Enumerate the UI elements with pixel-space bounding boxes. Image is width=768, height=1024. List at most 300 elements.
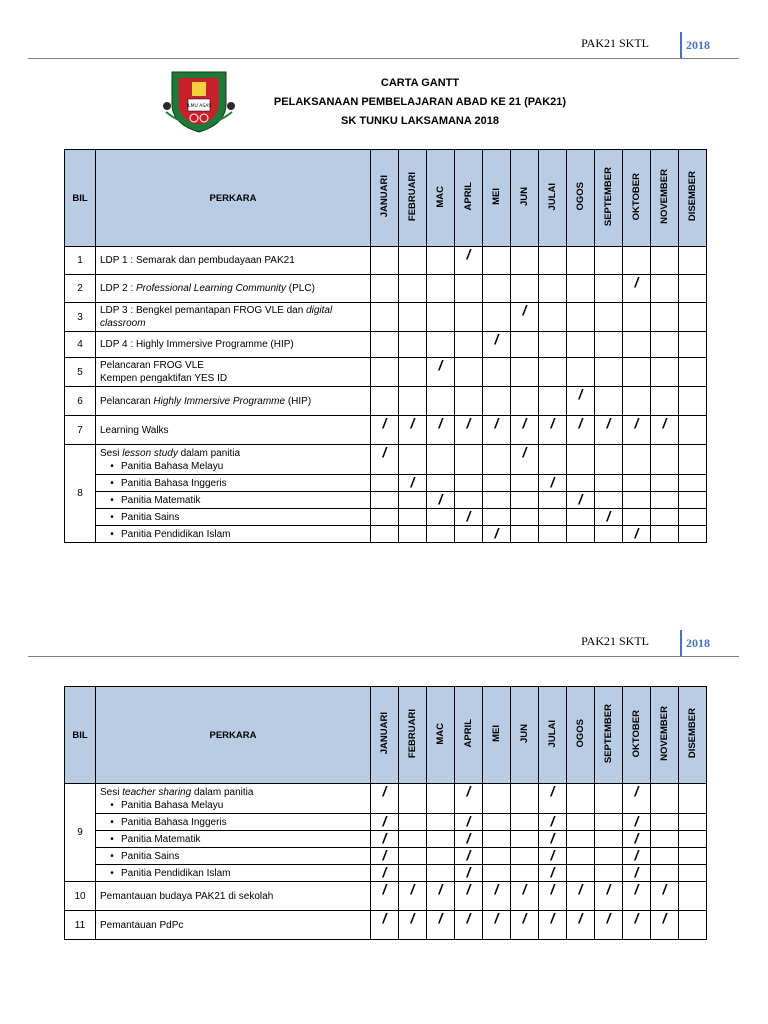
perkara-text: LDP 3 : Bengkel pemantapan FROG VLE dan (100, 305, 307, 316)
month-label: DISEMBER (687, 708, 698, 759)
sub-item: • Panitia Matematik (100, 833, 366, 846)
perkara-text: (HIP) (285, 395, 312, 407)
month-cell-februari (399, 911, 427, 940)
month-label: SEPTEMBER (603, 703, 614, 764)
month-label: OKTOBER (631, 709, 642, 758)
month-cell-september (595, 445, 623, 475)
month-cell-mei (483, 416, 511, 445)
month-cell-disember (679, 475, 707, 492)
month-label: MEI (491, 188, 502, 205)
table-row (65, 911, 707, 940)
schedule-mark: / (466, 813, 471, 829)
schedule-mark: / (382, 444, 387, 460)
row-bil: 9 (65, 784, 96, 882)
row-bil: 4 (65, 332, 96, 358)
month-label: JULAI (547, 182, 558, 211)
header-rule (28, 656, 739, 657)
month-cell-mac (427, 882, 455, 911)
col-header-ogos (567, 687, 595, 784)
month-cell-november (651, 784, 679, 814)
month-cell-april (455, 275, 483, 303)
month-cell-disember (679, 445, 707, 475)
month-cell-oktober (623, 416, 651, 445)
month-cell-november (651, 526, 679, 543)
schedule-mark: / (634, 881, 639, 897)
month-cell-disember (679, 247, 707, 275)
page-header (28, 628, 739, 660)
month-cell-julai (539, 865, 567, 882)
schedule-mark: / (438, 491, 443, 507)
month-label: OGOS (575, 719, 586, 748)
month-label: FEBRUARI (407, 708, 418, 759)
perkara-italic: lesson study (122, 447, 178, 459)
col-header-bil: BIL (65, 687, 96, 784)
month-cell-januari (371, 475, 399, 492)
title-line-1: CARTA GANTT (380, 77, 460, 89)
row-perkara (96, 882, 371, 911)
month-cell-disember (679, 509, 707, 526)
schedule-mark: / (410, 881, 415, 897)
title-line-3: SK TUNKU LAKSAMANA 2018 (341, 115, 499, 127)
month-label: DISEMBER (687, 171, 698, 222)
row-perkara (96, 865, 371, 882)
month-cell-disember (679, 303, 707, 332)
table-row (65, 247, 707, 275)
month-cell-januari (371, 303, 399, 332)
month-cell-januari (371, 526, 399, 543)
month-cell-januari (371, 358, 399, 387)
month-cell-jun (511, 882, 539, 911)
month-cell-november (651, 475, 679, 492)
month-cell-mac (427, 247, 455, 275)
month-cell-mac (427, 416, 455, 445)
month-cell-februari (399, 475, 427, 492)
month-cell-februari (399, 332, 427, 358)
month-cell-oktober (623, 247, 651, 275)
col-header-disember (679, 687, 707, 784)
month-cell-september (595, 332, 623, 358)
col-header-november (651, 150, 679, 247)
perkara-text: dalam panitia (191, 786, 254, 798)
schedule-mark: / (382, 881, 387, 897)
sub-item: • Panitia Bahasa Melayu (100, 799, 366, 812)
month-cell-jun (511, 492, 539, 509)
schedule-mark: / (494, 910, 499, 926)
month-cell-julai (539, 492, 567, 509)
month-cell-januari (371, 387, 399, 416)
schedule-mark: / (522, 444, 527, 460)
schedule-mark: / (522, 881, 527, 897)
month-cell-januari (371, 882, 399, 911)
month-cell-januari (371, 848, 399, 865)
month-label: OKTOBER (631, 172, 642, 221)
month-cell-jun (511, 814, 539, 831)
schedule-mark: / (634, 415, 639, 431)
month-cell-oktober (623, 848, 651, 865)
month-cell-februari (399, 848, 427, 865)
month-cell-november (651, 882, 679, 911)
month-cell-oktober (623, 387, 651, 416)
month-cell-september (595, 882, 623, 911)
month-cell-januari (371, 865, 399, 882)
month-cell-april (455, 387, 483, 416)
schedule-mark: / (634, 830, 639, 846)
month-cell-jun (511, 911, 539, 940)
row-perkara (96, 831, 371, 848)
month-cell-oktober (623, 882, 651, 911)
month-cell-februari (399, 865, 427, 882)
month-cell-april (455, 509, 483, 526)
month-cell-disember (679, 492, 707, 509)
month-cell-disember (679, 831, 707, 848)
title-block (220, 74, 620, 131)
month-cell-november (651, 445, 679, 475)
month-cell-julai (539, 848, 567, 865)
col-header-januari (371, 687, 399, 784)
month-cell-julai (539, 247, 567, 275)
sub-item: • Panitia Bahasa Inggeris (100, 816, 366, 829)
month-cell-ogos (567, 784, 595, 814)
month-cell-januari (371, 332, 399, 358)
perkara-text: LDP 1 : Semarak dan pembudayaan PAK21 (100, 255, 295, 266)
month-cell-ogos (567, 526, 595, 543)
month-label: SEPTEMBER (603, 166, 614, 227)
month-cell-jun (511, 831, 539, 848)
month-cell-september (595, 247, 623, 275)
schedule-mark: / (410, 910, 415, 926)
month-cell-april (455, 882, 483, 911)
month-cell-oktober (623, 303, 651, 332)
schedule-mark: / (634, 864, 639, 880)
month-cell-november (651, 865, 679, 882)
month-cell-januari (371, 445, 399, 475)
month-label: NOVEMBER (659, 169, 670, 224)
perkara-line: Pelancaran FROG VLE (100, 360, 204, 371)
month-cell-ogos (567, 387, 595, 416)
month-cell-mac (427, 831, 455, 848)
month-cell-februari (399, 814, 427, 831)
schedule-mark: / (522, 910, 527, 926)
month-cell-mei (483, 247, 511, 275)
schedule-mark: / (466, 864, 471, 880)
schedule-mark: / (382, 830, 387, 846)
month-cell-januari (371, 275, 399, 303)
month-cell-julai (539, 475, 567, 492)
perkara-text: LDP 4 : Highly Immersive Programme (HIP) (100, 339, 294, 350)
row-perkara (96, 387, 371, 416)
month-cell-mei (483, 526, 511, 543)
month-cell-mac (427, 475, 455, 492)
schedule-mark: / (606, 508, 611, 524)
schedule-mark: / (466, 881, 471, 897)
month-cell-disember (679, 526, 707, 543)
month-cell-mac (427, 865, 455, 882)
row-perkara (96, 848, 371, 865)
month-cell-oktober (623, 445, 651, 475)
perkara-text: Learning Walks (100, 424, 169, 436)
schedule-mark: / (550, 864, 555, 880)
month-label: MEI (491, 725, 502, 742)
schedule-mark: / (550, 474, 555, 490)
month-cell-oktober (623, 358, 651, 387)
month-cell-april (455, 848, 483, 865)
month-cell-september (595, 814, 623, 831)
month-cell-januari (371, 247, 399, 275)
month-cell-november (651, 303, 679, 332)
col-header-mei (483, 687, 511, 784)
month-cell-februari (399, 358, 427, 387)
table-row (65, 416, 707, 445)
schedule-mark: / (550, 783, 555, 799)
row-bil: 11 (65, 911, 96, 940)
month-cell-julai (539, 332, 567, 358)
month-cell-februari (399, 526, 427, 543)
month-cell-september (595, 865, 623, 882)
row-perkara (96, 911, 371, 940)
table-row (65, 358, 707, 387)
month-cell-julai (539, 358, 567, 387)
month-cell-oktober (623, 831, 651, 848)
month-cell-februari (399, 416, 427, 445)
schedule-mark: / (522, 415, 527, 431)
schedule-mark: / (606, 910, 611, 926)
month-cell-julai (539, 784, 567, 814)
schedule-mark: / (410, 474, 415, 490)
schedule-mark: / (382, 813, 387, 829)
schedule-mark: / (606, 881, 611, 897)
schedule-mark: / (382, 910, 387, 926)
col-header-mac (427, 150, 455, 247)
month-cell-april (455, 865, 483, 882)
row-bil: 1 (65, 247, 96, 275)
month-cell-november (651, 387, 679, 416)
gantt-table-2 (64, 686, 707, 940)
month-cell-oktober (623, 526, 651, 543)
month-cell-september (595, 831, 623, 848)
month-cell-jun (511, 387, 539, 416)
sub-item: • Panitia Pendidikan Islam (100, 528, 366, 541)
sub-item: • Panitia Sains (100, 850, 366, 863)
month-cell-april (455, 911, 483, 940)
schedule-mark: / (438, 910, 443, 926)
month-cell-september (595, 387, 623, 416)
month-cell-januari (371, 416, 399, 445)
month-cell-november (651, 848, 679, 865)
schedule-mark: / (662, 415, 667, 431)
col-header-oktober (623, 687, 651, 784)
month-cell-oktober (623, 492, 651, 509)
month-cell-mei (483, 784, 511, 814)
month-label: NOVEMBER (659, 706, 670, 761)
month-cell-jun (511, 784, 539, 814)
gantt-table-1 (64, 149, 707, 543)
col-header-disember (679, 150, 707, 247)
month-cell-november (651, 814, 679, 831)
month-cell-disember (679, 416, 707, 445)
month-cell-september (595, 416, 623, 445)
month-cell-mei (483, 865, 511, 882)
month-cell-mac (427, 445, 455, 475)
month-cell-mei (483, 911, 511, 940)
col-header-julai (539, 150, 567, 247)
month-cell-mei (483, 275, 511, 303)
month-cell-jun (511, 865, 539, 882)
schedule-mark: / (382, 847, 387, 863)
schedule-mark: / (634, 783, 639, 799)
schedule-mark: / (466, 830, 471, 846)
row-perkara (96, 475, 371, 492)
perkara-italic: Highly Immersive Programme (153, 395, 286, 407)
month-cell-mac (427, 492, 455, 509)
month-cell-september (595, 848, 623, 865)
month-cell-oktober (623, 275, 651, 303)
schedule-mark: / (494, 331, 499, 347)
month-cell-november (651, 831, 679, 848)
month-cell-disember (679, 882, 707, 911)
month-cell-julai (539, 303, 567, 332)
month-cell-jun (511, 275, 539, 303)
month-cell-april (455, 358, 483, 387)
row-bil: 3 (65, 303, 96, 332)
month-cell-jun (511, 848, 539, 865)
schedule-mark: / (410, 415, 415, 431)
month-cell-februari (399, 509, 427, 526)
month-cell-julai (539, 911, 567, 940)
col-header-april (455, 687, 483, 784)
row-perkara (96, 814, 371, 831)
sub-item: • Panitia Bahasa Inggeris (100, 477, 366, 490)
schedule-mark: / (466, 847, 471, 863)
month-cell-april (455, 475, 483, 492)
month-label: JUN (519, 723, 530, 743)
month-cell-november (651, 332, 679, 358)
month-cell-ogos (567, 358, 595, 387)
month-cell-september (595, 911, 623, 940)
month-cell-oktober (623, 332, 651, 358)
schedule-mark: / (634, 847, 639, 863)
row-perkara (96, 303, 371, 332)
month-cell-oktober (623, 509, 651, 526)
table-row (65, 882, 707, 911)
row-bil: 5 (65, 358, 96, 387)
month-cell-jun (511, 416, 539, 445)
schedule-mark: / (578, 881, 583, 897)
schedule-mark: / (382, 783, 387, 799)
table-row (65, 303, 707, 332)
schedule-mark: / (522, 302, 527, 318)
month-cell-mac (427, 848, 455, 865)
month-cell-ogos (567, 247, 595, 275)
schedule-mark: / (438, 881, 443, 897)
title-line-2: PELAKSANAAN PEMBELAJARAN ABAD KE 21 (PAK21) (273, 96, 567, 108)
month-cell-mei (483, 848, 511, 865)
month-cell-februari (399, 247, 427, 275)
page-header (28, 30, 739, 62)
schedule-mark: / (438, 357, 443, 373)
month-cell-julai (539, 882, 567, 911)
month-cell-april (455, 526, 483, 543)
schedule-mark: / (634, 274, 639, 290)
schedule-mark: / (382, 415, 387, 431)
month-cell-februari (399, 275, 427, 303)
month-cell-november (651, 509, 679, 526)
month-cell-ogos (567, 445, 595, 475)
month-cell-julai (539, 275, 567, 303)
month-cell-september (595, 303, 623, 332)
table-row (65, 275, 707, 303)
month-cell-julai (539, 526, 567, 543)
month-cell-april (455, 303, 483, 332)
row-bil: 7 (65, 416, 96, 445)
group-intro (100, 786, 366, 799)
month-cell-oktober (623, 911, 651, 940)
month-cell-jun (511, 509, 539, 526)
month-cell-september (595, 275, 623, 303)
schedule-mark: / (494, 881, 499, 897)
month-cell-ogos (567, 882, 595, 911)
month-cell-februari (399, 831, 427, 848)
month-label: OGOS (575, 182, 586, 211)
header-year: 2018 (680, 630, 710, 656)
month-cell-mei (483, 387, 511, 416)
month-cell-julai (539, 509, 567, 526)
col-header-bil: BIL (65, 150, 96, 247)
perkara-text: Pemantauan budaya PAK21 di sekolah (100, 890, 274, 902)
month-cell-mei (483, 814, 511, 831)
month-cell-jun (511, 358, 539, 387)
month-cell-julai (539, 387, 567, 416)
month-cell-april (455, 332, 483, 358)
month-cell-oktober (623, 865, 651, 882)
schedule-mark: / (382, 864, 387, 880)
col-header-september (595, 687, 623, 784)
month-cell-disember (679, 848, 707, 865)
month-cell-oktober (623, 475, 651, 492)
month-cell-disember (679, 358, 707, 387)
perkara-italic: digital classroom (100, 305, 333, 329)
schedule-mark: / (634, 525, 639, 541)
perkara-italic: Professional Learning Community (135, 283, 287, 294)
month-label: MAC (435, 722, 446, 745)
table-row (65, 332, 707, 358)
col-header-oktober (623, 150, 651, 247)
month-cell-april (455, 492, 483, 509)
month-label: JANUARI (379, 712, 390, 755)
month-cell-september (595, 526, 623, 543)
month-cell-julai (539, 831, 567, 848)
table-row (65, 492, 707, 509)
schedule-mark: / (466, 415, 471, 431)
month-cell-ogos (567, 303, 595, 332)
table-row (65, 475, 707, 492)
table-row (65, 526, 707, 543)
sub-item: • Panitia Matematik (100, 494, 366, 507)
perkara-text: LDP 2 : (100, 283, 136, 294)
month-cell-mei (483, 445, 511, 475)
schedule-mark: / (466, 783, 471, 799)
sub-item: • Panitia Bahasa Melayu (100, 460, 366, 473)
month-cell-april (455, 247, 483, 275)
month-cell-februari (399, 445, 427, 475)
month-cell-jun (511, 526, 539, 543)
month-cell-september (595, 358, 623, 387)
col-header-perkara: PERKARA (96, 150, 371, 247)
table-row (65, 848, 707, 865)
col-header-jun (511, 150, 539, 247)
month-label: JUN (519, 186, 530, 206)
col-header-julai (539, 687, 567, 784)
schedule-mark: / (466, 910, 471, 926)
